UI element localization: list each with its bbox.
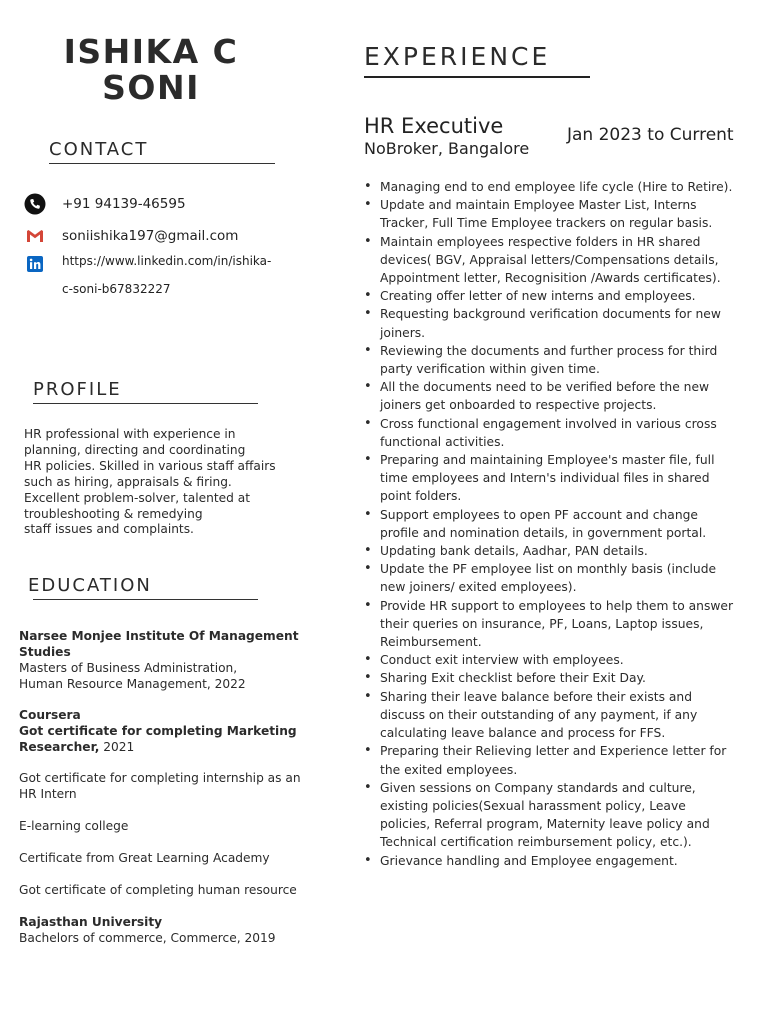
profile-heading: PROFILE <box>33 379 122 400</box>
linkedin-url-line-2: c-soni-b67832227 <box>62 282 171 296</box>
education-entry-great-learning: Certificate from Great Learning Academy <box>19 851 270 865</box>
responsibility-item: • Preparing and maintaining Employee's master file, full time employees and Intern's individual files in shared point folders. <box>362 451 734 506</box>
responsibility-item: • Provide HR support to employees to help them to answer their queries on insurance, PF, Loans, Laptop issues, Reimbursement. <box>362 597 734 652</box>
experience-heading: EXPERIENCE <box>364 42 551 71</box>
responsibility-item: • Managing end to end employee life cycle (Hire to Retire). <box>362 178 734 196</box>
education-entry-elearning: E-learning college <box>19 819 129 833</box>
responsibility-item: • Grievance handling and Employee engagement. <box>362 852 734 870</box>
phone-number: +91 94139-46595 <box>62 196 186 212</box>
profile-line: HR policies. Skilled in various staff affairs <box>24 458 276 473</box>
responsibility-item: • Maintain employees respective folders in HR shared devices( BGV, Appraisal letters/Compensations details, Appointment letter, Recognisition /Awards certificates). <box>362 233 734 288</box>
responsibility-item: • Given sessions on Company standards and culture, existing policies(Sexual harassment policy, Leave policies, Referral program, Maternity leave policy and Technical certification reimbursement policy, etc.). <box>362 779 734 852</box>
edu-text: HR Intern <box>19 786 77 801</box>
profile-line: planning, directing and coordinating <box>24 442 246 457</box>
edu-text: Got certificate for completing internship as an <box>19 771 301 785</box>
education-heading: EDUCATION <box>28 575 152 596</box>
job-company: NoBroker, Bangalore <box>364 139 530 158</box>
responsibility-item: • Reviewing the documents and further process for third party verification within given time. <box>362 342 734 378</box>
contact-divider <box>49 163 275 164</box>
name-line-1: ISHIKA C <box>63 32 239 71</box>
profile-divider <box>33 403 258 404</box>
job-responsibilities <box>362 178 734 870</box>
edu-year: 2021 <box>99 739 135 754</box>
contact-heading: CONTACT <box>49 139 149 160</box>
responsibility-item: • Conduct exit interview with employees. <box>362 651 734 669</box>
linkedin-url[interactable] <box>62 247 292 303</box>
email-address[interactable]: soniishika197@gmail.com <box>62 228 239 244</box>
edu-institution: Coursera <box>19 708 81 722</box>
responsibility-item: • Cross functional engagement involved in various cross functional activities. <box>362 415 734 451</box>
education-entry-internship <box>19 771 319 803</box>
profile-summary <box>24 427 286 538</box>
edu-degree-detail: Human Resource Management, 2022 <box>19 676 246 691</box>
education-divider <box>33 599 258 600</box>
edu-degree: Bachelors of commerce, Commerce, 2019 <box>19 930 276 945</box>
linkedin-icon <box>24 253 46 275</box>
profile-line: troubleshooting & remedying <box>24 506 203 521</box>
edu-institution-cont: Studies <box>19 644 71 659</box>
phone-icon <box>24 193 46 215</box>
responsibility-item: • Creating offer letter of new interns and employees. <box>362 287 734 305</box>
candidate-name <box>40 34 262 106</box>
profile-line: HR professional with experience in <box>24 427 236 441</box>
linkedin-url-line-1: https://www.linkedin.com/in/ishika- <box>62 254 272 268</box>
responsibility-item: • Update the PF employee list on monthly basis (include new joiners/ exited employees). <box>362 560 734 596</box>
name-line-2: SONI <box>102 68 200 107</box>
education-entry-coursera <box>19 708 319 756</box>
responsibility-item: • Sharing Exit checklist before their Exit Day. <box>362 669 734 687</box>
responsibility-item: • Updating bank details, Aadhar, PAN details. <box>362 542 734 560</box>
edu-institution: Rajasthan University <box>19 915 163 929</box>
job-title: HR Executive <box>364 114 504 138</box>
contact-linkedin[interactable] <box>24 252 46 276</box>
edu-certificate: Got certificate for completing Marketing <box>19 723 297 738</box>
profile-line: such as hiring, appraisals & firing. <box>24 474 232 489</box>
edu-certificate-cont: Researcher, <box>19 739 100 754</box>
responsibility-item: • Requesting background verification documents for new joiners. <box>362 305 734 341</box>
responsibility-item: • Update and maintain Employee Master List, Interns Tracker, Full Time Employee trackers on regular basis. <box>362 196 734 232</box>
education-entry-hr-certificate: Got certificate of completing human resource <box>19 883 297 897</box>
gmail-icon <box>24 225 46 247</box>
responsibility-item: • Preparing their Relieving letter and Experience letter for the exited employees. <box>362 742 734 778</box>
responsibility-item: • Sharing their leave balance before their exists and discuss on their outstanding of any payment, if any calculating leave balance and process for FFS. <box>362 688 734 743</box>
responsibility-item: • All the documents need to be verified before the new joiners get onboarded to respective projects. <box>362 378 734 414</box>
education-entry-nmims <box>19 629 319 693</box>
contact-phone[interactable] <box>24 192 186 216</box>
education-entry-rajasthan <box>19 915 319 947</box>
profile-line: staff issues and complaints. <box>24 522 194 537</box>
profile-line: Excellent problem-solver, talented at <box>24 490 251 505</box>
job-dates: Jan 2023 to Current <box>567 125 734 145</box>
contact-email[interactable] <box>24 224 239 248</box>
experience-divider <box>364 76 590 78</box>
responsibility-item: • Support employees to open PF account and change profile and nomination details, in government portal. <box>362 506 734 542</box>
edu-degree: Masters of Business Administration, <box>19 660 238 675</box>
edu-institution: Narsee Monjee Institute Of Management <box>19 629 299 643</box>
